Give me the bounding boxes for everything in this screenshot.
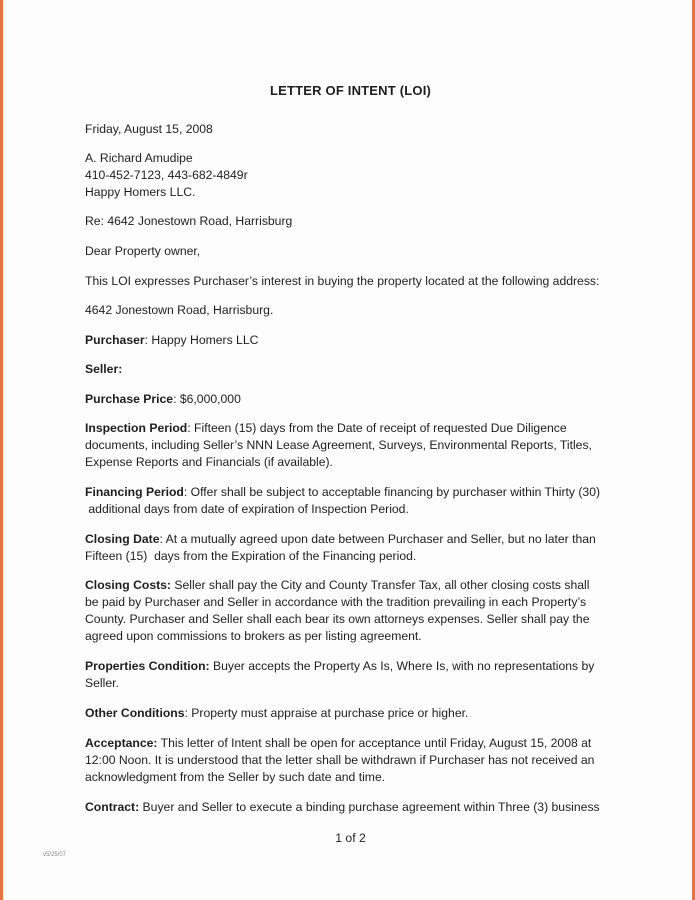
acceptance-paragraph <box>85 735 625 786</box>
properties-condition-paragraph <box>85 658 625 692</box>
sender-phones: 410-452-7123, 443-682-4849r <box>85 168 248 182</box>
closing-costs-text-3: County. Purchaser and Seller shall each bear its own attorneys expenses. Seller shall pay the <box>85 612 590 626</box>
financing-paragraph <box>85 484 625 518</box>
closing-costs-text-4: agreed upon commissions to brokers as per listing agreement. <box>85 629 422 643</box>
purchaser-label: Purchaser <box>85 333 145 347</box>
properties-condition-label: Properties Condition: <box>85 659 210 673</box>
sender-company: Happy Homers LLC. <box>85 185 196 199</box>
financing-label: Financing Period <box>85 485 184 499</box>
acceptance-text-1: This letter of Intent shall be open for acceptance until Friday, August 15, 2008 at <box>157 736 592 750</box>
purchaser-line <box>85 332 625 349</box>
closing-date-label: Closing Date <box>85 532 160 546</box>
other-conditions-paragraph <box>85 705 625 722</box>
other-conditions-text: : Property must appraise at purchase price or higher. <box>184 706 469 720</box>
purchaser-value: : Happy Homers LLC <box>144 333 259 347</box>
inspection-paragraph <box>85 420 625 471</box>
re-line: Re: 4642 Jonestown Road, Harrisburg <box>85 214 293 228</box>
price-line <box>85 391 625 408</box>
document-title: LETTER OF INTENT (LOI) <box>269 83 432 98</box>
price-value: : $6,000,000 <box>173 392 241 406</box>
properties-condition-text-1: Buyer accepts the Property As Is, Where Is, with no representations by <box>209 659 595 673</box>
financing-text-2: additional days from date of expiration of Inspection Period. <box>85 502 409 516</box>
version-stamp: v5/25/07 <box>43 852 67 858</box>
closing-costs-text-2: be paid by Purchaser and Seller in accordance with the tradition prevailing in each Property’s <box>85 595 587 609</box>
closing-costs-text-1: Seller shall pay the City and County Transfer Tax, all other closing costs shall <box>171 578 590 592</box>
contract-label: Contract: <box>85 800 140 814</box>
financing-text-1: : Offer shall be subject to acceptable financing by purchaser within Thirty (30) <box>183 485 601 499</box>
price-label: Purchase Price <box>85 392 174 406</box>
closing-costs-paragraph <box>85 577 625 645</box>
seller-line <box>85 361 625 378</box>
contract-paragraph <box>85 799 625 816</box>
inspection-text-2: documents, including Seller’s NNN Lease Agreement, Surveys, Environmental Reports, Titles, <box>85 438 592 452</box>
inspection-label: Inspection Period <box>85 421 188 435</box>
acceptance-text-2: 12:00 Noon. It is understood that the letter shall be withdrawn if Purchaser has not received an <box>85 753 595 767</box>
closing-date-text-1: : At a mutually agreed upon date between Purchaser and Seller, but no later than <box>159 532 596 546</box>
salutation: Dear Property owner, <box>85 244 201 258</box>
closing-date-paragraph <box>85 531 625 565</box>
inspection-text-1: : Fifteen (15) days from the Date of receipt of requested Due Diligence <box>187 421 567 435</box>
inspection-text-3: Expense Reports and Financials (if available). <box>85 455 333 469</box>
contract-text: Buyer and Seller to execute a binding purchase agreement within Three (3) business <box>139 800 600 814</box>
acceptance-text-3: acknowledgment from the Seller by such date and time. <box>85 770 386 784</box>
seller-label: Seller: <box>85 362 123 376</box>
page-number: 1 of 2 <box>335 831 366 845</box>
acceptance-label: Acceptance: <box>85 736 158 750</box>
closing-costs-label: Closing Costs: <box>85 578 171 592</box>
property-address: 4642 Jonestown Road, Harrisburg. <box>85 303 274 317</box>
intro-paragraph: This LOI expresses Purchaser’s interest in buying the property located at the following address: <box>85 274 600 288</box>
closing-date-text-2: Fifteen (15) days from the Expiration of the Financing period. <box>85 549 417 563</box>
properties-condition-text-2: Seller. <box>85 676 119 690</box>
sender-name: A. Richard Amudipe <box>85 151 193 165</box>
other-conditions-label: Other Conditions <box>85 706 185 720</box>
letter-date: Friday, August 15, 2008 <box>85 122 213 136</box>
